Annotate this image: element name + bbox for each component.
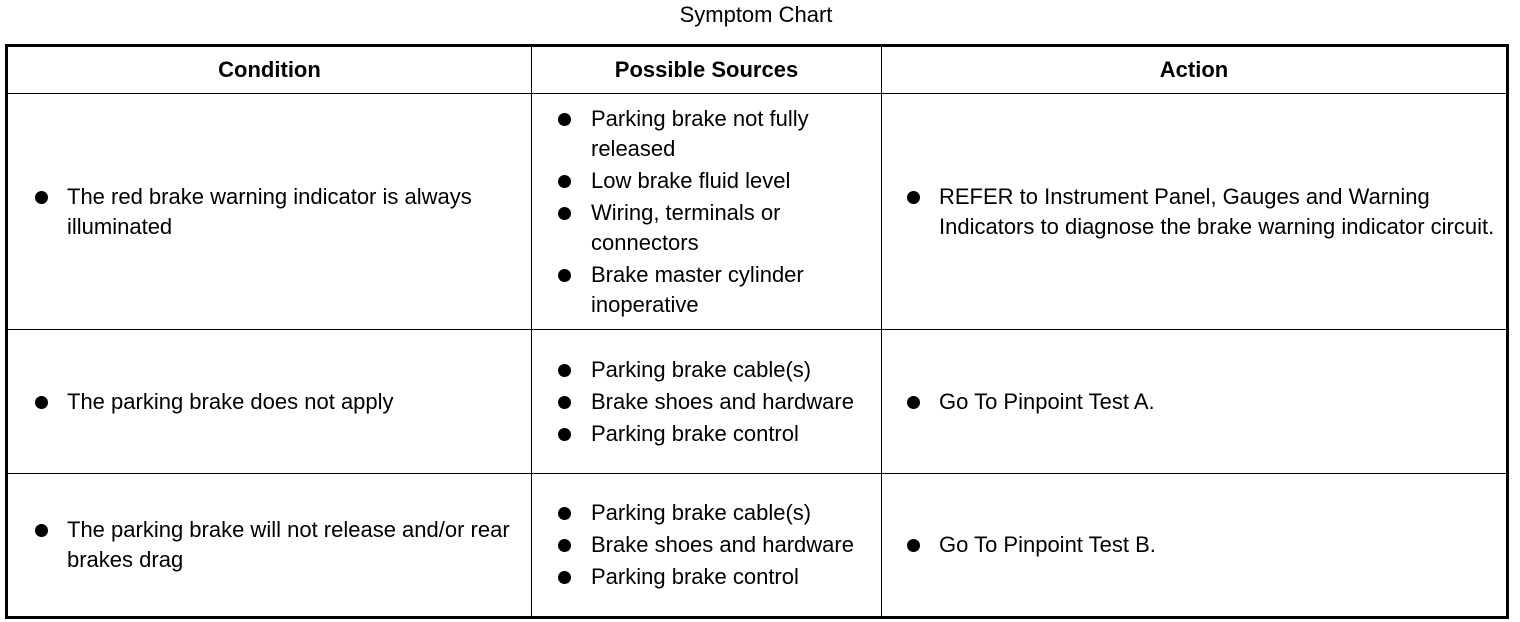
condition-item: The red brake warning indicator is always illuminated: [8, 182, 531, 242]
possible-sources-cell: [532, 474, 882, 618]
condition-cell: [7, 330, 532, 474]
symptom-table: [5, 44, 1509, 619]
source-item: Wiring, terminals or connectors: [532, 198, 881, 258]
action-cell: [882, 94, 1508, 330]
source-item: Brake shoes and hardware: [532, 387, 881, 417]
source-item: Parking brake control: [532, 419, 881, 449]
action-cell: [882, 330, 1508, 474]
action-item: Go To Pinpoint Test A.: [882, 387, 1506, 417]
condition-item: The parking brake does not apply: [8, 387, 531, 417]
table-row: [7, 474, 1508, 618]
column-header-possible-sources: Possible Sources: [532, 46, 882, 94]
action-item: Go To Pinpoint Test B.: [882, 530, 1506, 560]
action-cell: [882, 474, 1508, 618]
condition-item: The parking brake will not release and/or rear brakes drag: [8, 515, 531, 575]
action-item: REFER to Instrument Panel, Gauges and Warning Indicators to diagnose the brake warning indicator circuit.: [882, 182, 1506, 242]
condition-cell: [7, 94, 532, 330]
source-item: Brake shoes and hardware: [532, 530, 881, 560]
table-row: [7, 94, 1508, 330]
source-item: Parking brake cable(s): [532, 355, 881, 385]
source-item: Parking brake control: [532, 562, 881, 592]
header-row: [7, 46, 1508, 94]
condition-cell: [7, 474, 532, 618]
chart-title: Symptom Chart: [679, 2, 833, 27]
source-item: Brake master cylinder inoperative: [532, 260, 881, 320]
possible-sources-cell: [532, 330, 882, 474]
possible-sources-cell: [532, 94, 882, 330]
table-row: [7, 330, 1508, 474]
column-header-condition: Condition: [7, 46, 532, 94]
source-item: Parking brake cable(s): [532, 498, 881, 528]
column-header-action: Action: [882, 46, 1508, 94]
source-item: Parking brake not fully released: [532, 104, 881, 164]
source-item: Low brake fluid level: [532, 166, 881, 196]
